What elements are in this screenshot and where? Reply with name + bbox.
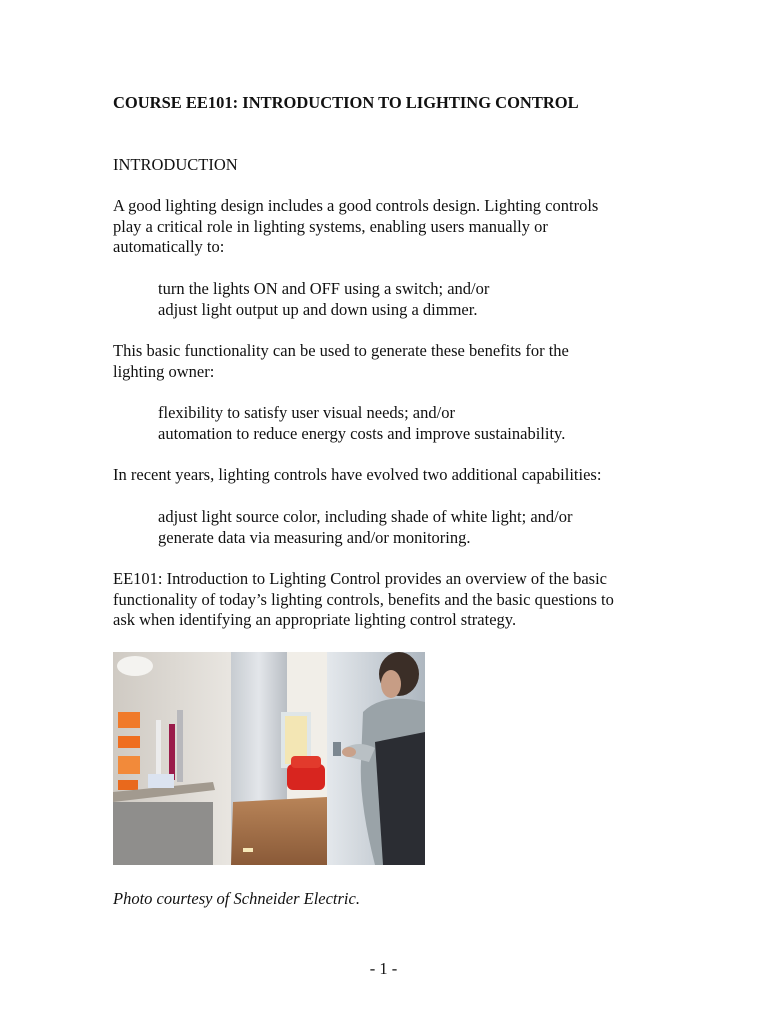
benefit-item: automation to reduce energy costs and improve sustainability. bbox=[158, 423, 566, 443]
capability-item: generate data via measuring and/or monitoring. bbox=[158, 527, 471, 547]
benefits-intro-paragraph bbox=[113, 341, 658, 382]
intro-line: play a critical role in lighting systems, enabling users manually or bbox=[113, 216, 548, 236]
overview-line: EE101: Introduction to Lighting Control provides an overview of the basic bbox=[113, 569, 607, 588]
function-item: adjust light output up and down using a dimmer. bbox=[158, 299, 478, 319]
capabilities-intro-line: In recent years, lighting controls have evolved two additional capabilities: bbox=[113, 465, 602, 484]
intro-line: automatically to: bbox=[113, 237, 225, 256]
benefits-intro-line: lighting owner: bbox=[113, 361, 215, 381]
page-number: - 1 - bbox=[369, 959, 398, 978]
overview-paragraph bbox=[113, 569, 658, 631]
intro-paragraph bbox=[113, 196, 658, 258]
overview-line: ask when identifying an appropriate lighting control strategy. bbox=[113, 610, 517, 629]
capabilities-list bbox=[158, 507, 573, 548]
interior-photo bbox=[113, 652, 425, 865]
photo-caption: Photo courtesy of Schneider Electric. bbox=[113, 889, 360, 908]
functions-list bbox=[158, 279, 489, 320]
benefit-item: flexibility to satisfy user visual needs; and/or bbox=[158, 403, 455, 422]
course-title: COURSE EE101: INTRODUCTION TO LIGHTING CONTROL bbox=[113, 93, 579, 112]
interior-photo-illustration bbox=[113, 652, 425, 865]
benefits-intro-line: This basic functionality can be used to generate these benefits for the bbox=[113, 341, 569, 360]
capabilities-intro-paragraph bbox=[113, 465, 658, 486]
section-heading: INTRODUCTION bbox=[113, 155, 238, 174]
benefits-list bbox=[158, 403, 565, 444]
intro-line: A good lighting design includes a good controls design. Lighting controls bbox=[113, 196, 599, 215]
capability-item: adjust light source color, including shade of white light; and/or bbox=[158, 507, 573, 526]
overview-line: functionality of today’s lighting controls, benefits and the basic questions to bbox=[113, 589, 614, 609]
function-item: turn the lights ON and OFF using a switch; and/or bbox=[158, 279, 490, 298]
